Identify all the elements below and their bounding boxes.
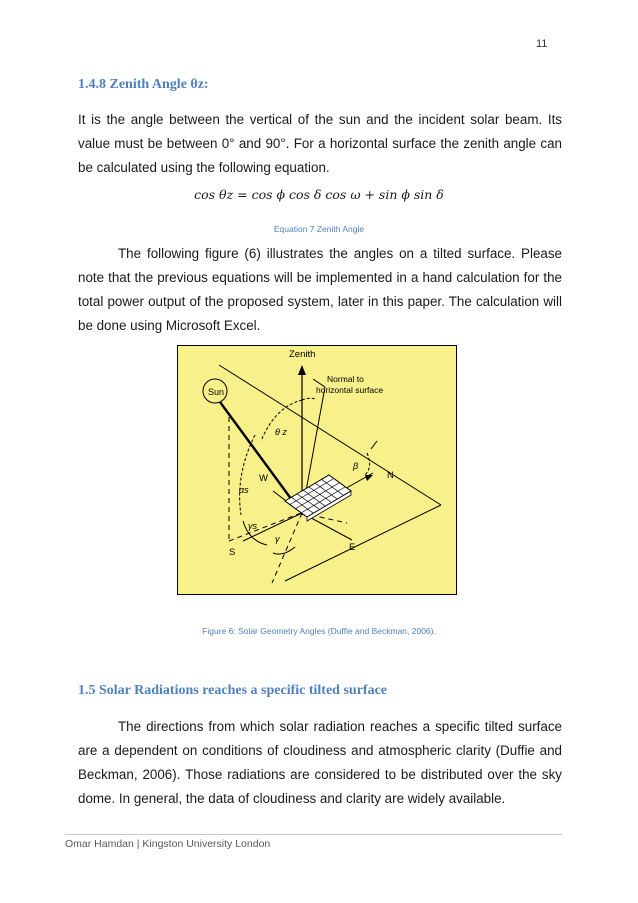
zenith-label: Zenith	[289, 349, 316, 360]
alpha-s-label: αs	[239, 485, 249, 495]
section-heading-solar-radiations: 1.5 Solar Radiations reaches a specific tilted surface	[78, 683, 388, 698]
south-label: S	[229, 547, 236, 558]
section-heading-zenith-angle: 1.4.8 Zenith Angle θz:	[78, 77, 209, 92]
figure-intro-paragraph: The following figure (6) illustrates the angles on a tilted surface. Please note that the previous equations will be implemented in a hand calculation for the total power output of the proposed system, later in this paper. The calculation will be done using Microsoft Excel.	[78, 246, 562, 333]
figure-caption: Figure 6: Solar Geometry Angles (Duffie and Beckman, 2006).	[202, 626, 436, 636]
solar-radiations-paragraph: The directions from which solar radiation reaches a specific tilted surface are a dependent on conditions of cloudiness and atmospheric clarity (Duffie and Beckman, 2006). Those radiations are considered to be distributed over the sky dome. In general, the data of cloudiness and clarity are widely available.	[78, 719, 562, 806]
zenith-angle-paragraph: It is the angle between the vertical of the sun and the incident solar beam. Its value must be between 0° and 90°. For a horizontal surface the zenith angle can be calculated using the following equation.	[78, 112, 562, 175]
gamma-label: γ	[275, 534, 280, 544]
solar-geometry-diagram	[177, 345, 457, 595]
equation-caption: Equation 7 Zenith Angle	[273, 224, 365, 234]
west-label: W	[259, 473, 268, 484]
gamma-s-label: γs	[248, 521, 257, 531]
north-label: N	[387, 470, 394, 481]
page-footer: Omar Hamdan | Kingston University London	[65, 838, 271, 850]
theta-z-label: θ z	[275, 427, 287, 437]
beta-label: β	[353, 461, 359, 471]
footer-divider	[65, 834, 562, 835]
east-label: E	[349, 542, 356, 553]
solar-geometry-figure	[177, 345, 457, 595]
page-number: 11	[536, 38, 548, 50]
normal-label-line1: Normal to	[327, 374, 364, 384]
sun-label: Sun	[208, 387, 225, 397]
normal-label-line2: horizontal surface	[316, 385, 384, 395]
zenith-angle-equation: cos θz = cos ϕ cos δ cos ω + sin ϕ sin δ	[194, 187, 444, 202]
